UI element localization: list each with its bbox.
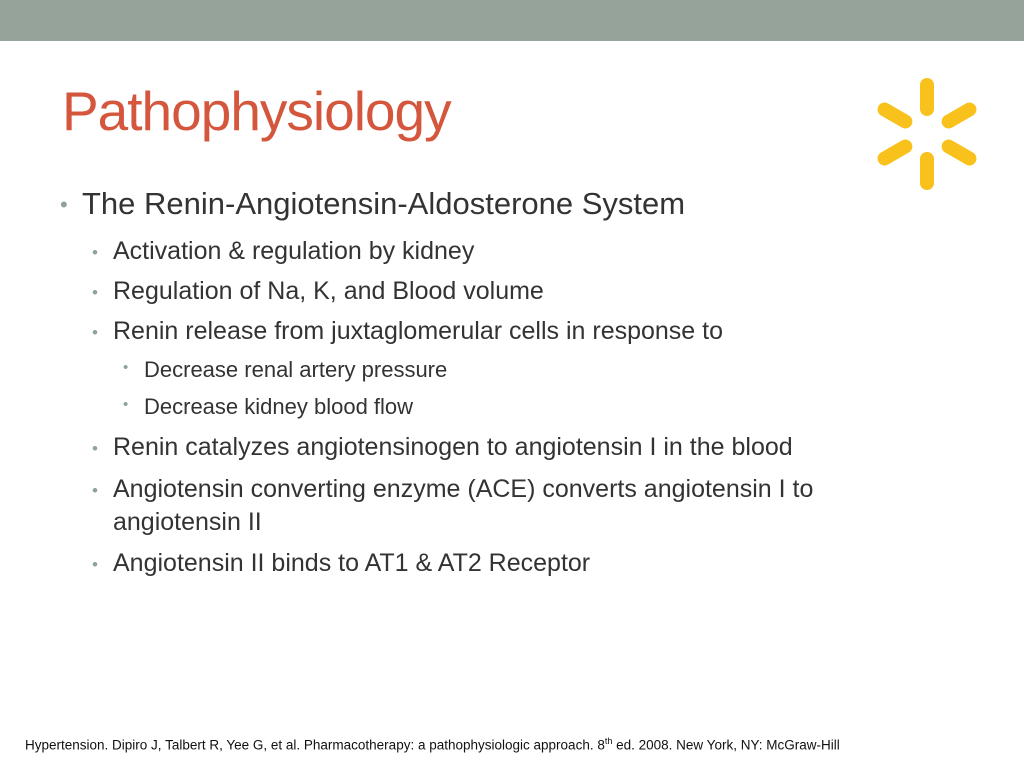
bullet-text: Activation & regulation by kidney (113, 237, 475, 265)
top-band (0, 0, 1024, 41)
citation-text-end: ed. 2008. New York, NY: McGraw-Hill (612, 737, 840, 753)
bullet-level2 (92, 235, 922, 269)
bullet-level3 (123, 394, 413, 420)
bullet-text-line: Angiotensin converting enzyme (ACE) converts angiotensin I to (113, 475, 814, 503)
citation-text: Hypertension. Dipiro J, Talbert R, Yee G, et al. Pharmacotherapy: a pathophysiologic approach. 8 (25, 737, 605, 753)
bullet-text: Renin release from juxtaglomerular cells in response to (113, 317, 724, 345)
bullet-dot: • (92, 323, 98, 342)
bullet-level2 (92, 547, 922, 581)
bullet-text: Renin catalyzes angiotensinogen to angiotensin I in the blood (113, 433, 793, 461)
bullet-dot: • (92, 283, 98, 302)
bullet-dot: • (92, 439, 98, 458)
bullet-text-line: angiotensin II (113, 508, 262, 536)
bullet-level2 (92, 431, 922, 465)
bullet-dot: • (123, 359, 129, 376)
bullet-level1 (60, 186, 685, 222)
bullet-level2 (92, 315, 922, 349)
bullet-dot: • (92, 243, 98, 262)
bullet-level2 (92, 275, 922, 309)
slide-title: Pathophysiology (62, 80, 451, 142)
bullet-dot: • (92, 555, 98, 574)
bullet-level2 (92, 473, 922, 539)
bullet-text (113, 473, 813, 539)
bullet-text: Angiotensin II binds to AT1 & AT2 Receptor (113, 549, 591, 577)
spark-logo-icon (872, 76, 982, 192)
citation-footnote (25, 732, 925, 755)
bullet-text: Regulation of Na, K, and Blood volume (113, 277, 544, 305)
bullet-dot: • (60, 192, 68, 217)
bullet-dot: • (92, 481, 98, 500)
citation-superscript: th (604, 736, 613, 746)
bullet-text: Decrease kidney blood flow (144, 394, 414, 419)
bullet-text: The Renin-Angiotensin-Aldosterone System (82, 186, 686, 221)
bullet-text: Decrease renal artery pressure (144, 357, 448, 382)
bullet-dot: • (123, 396, 129, 413)
bullet-level3 (123, 357, 447, 383)
